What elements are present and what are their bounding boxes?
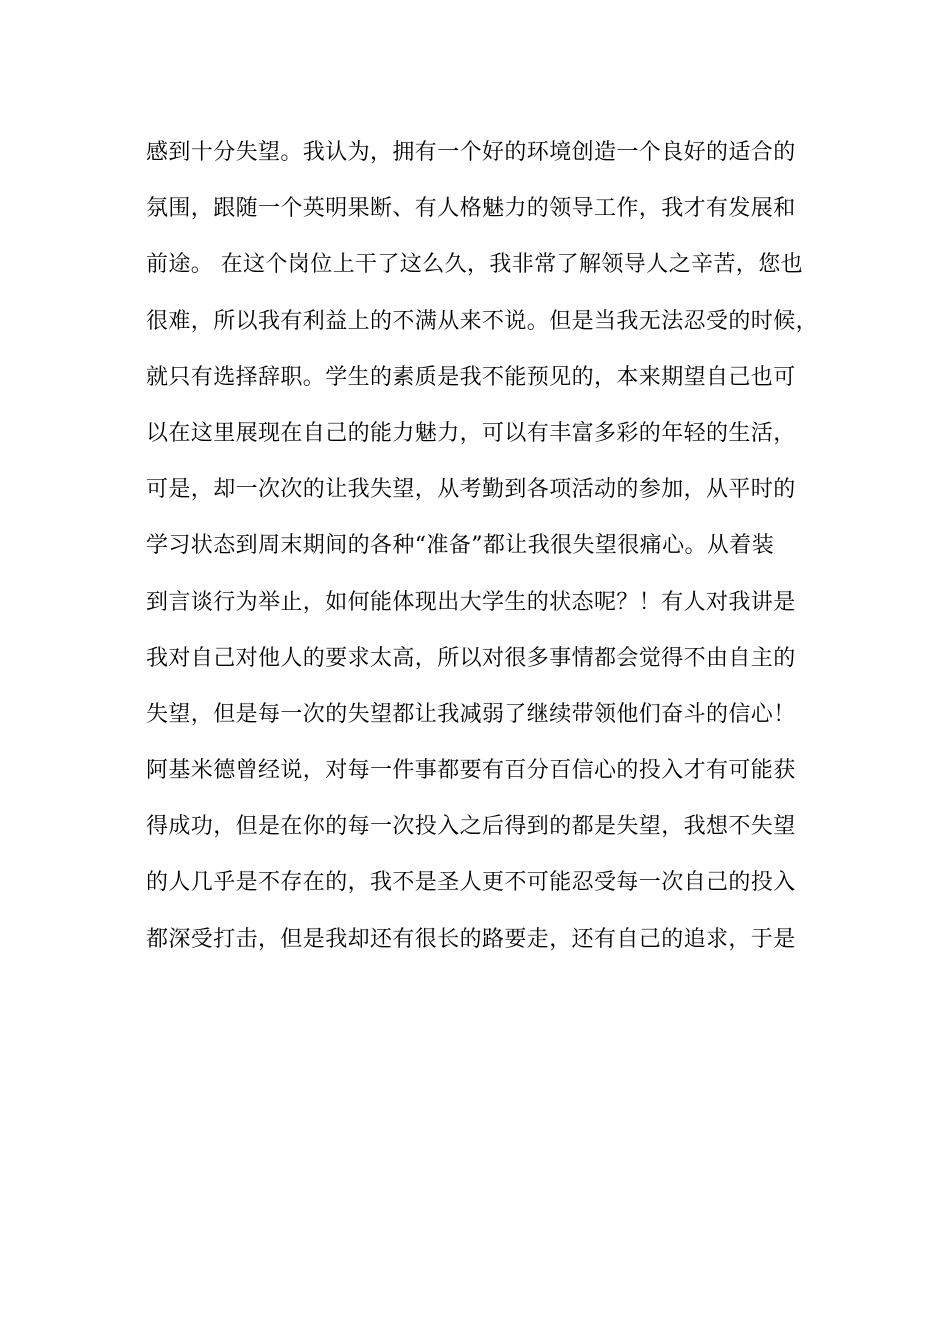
- text-line: 以在这里展现在自己的能力魅力，可以有丰富多彩的年轻的生活，: [146, 420, 796, 446]
- text-line: 得成功，但是在你的每一次投入之后得到的都是失望，我想不失望: [146, 814, 796, 840]
- text-line: 我对自己对他人的要求太高，所以对很多事情都会觉得不由自主的: [146, 645, 796, 671]
- text-line: 前途。 在这个岗位上干了这么久，我非常了解领导人之辛苦，您也: [146, 252, 803, 278]
- text-line: 失望，但是每一次的失望都让我减弱了继续带领他们奋斗的信心！: [146, 701, 796, 727]
- text-line: 到言谈行为举止，如何能体现出大学生的状态呢？！有人对我讲是: [146, 589, 796, 615]
- text-line: 就只有选择辞职。学生的素质是我不能预见的，本来期望自己也可: [146, 364, 796, 390]
- text-line: 可是，却一次次的让我失望，从考勤到各项活动的参加，从平时的: [146, 477, 796, 503]
- text-line: 的人几乎是不存在的，我不是圣人更不可能忍受每一次自己的投入: [146, 870, 796, 896]
- text-line: 感到十分失望。我认为，拥有一个好的环境创造一个良好的适合的: [146, 140, 796, 165]
- text-line: 学习状态到周末期间的各种“准备”都让我很失望很痛心。从着装: [146, 533, 775, 559]
- text-line: 氛围，跟随一个英明果断、有人格魅力的领导工作，我才有发展和: [146, 196, 796, 222]
- body-text: [146, 132, 819, 975]
- text-line: 很难，所以我有利益上的不满从来不说。但是当我无法忍受的时候，: [146, 308, 819, 334]
- text-line: 都深受打击，但是我却还有很长的路要走，还有自己的追求，于是: [146, 926, 796, 952]
- text-line: 阿基米德曾经说，对每一件事都要有百分百信心的投入才有可能获: [146, 758, 796, 784]
